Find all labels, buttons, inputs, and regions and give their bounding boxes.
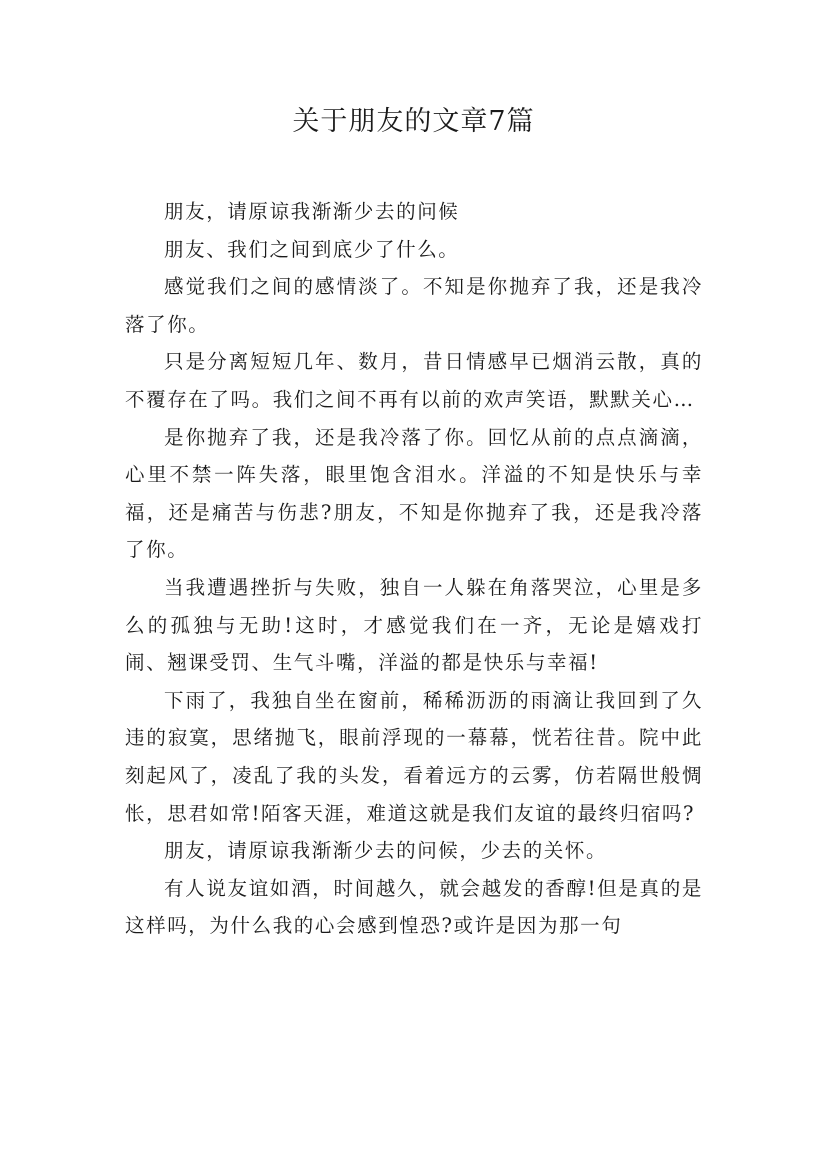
document-body <box>125 193 703 945</box>
paragraph: 下雨了，我独自坐在窗前，稀稀沥沥的雨滴让我回到了久违的寂寞，思绪抛飞，眼前浮现的一幕幕，恍若往昔。院中此刻起风了，凌乱了我的头发，看着远方的云雾，仿若隔世般惆怅，思君如常!陌客天涯，难道这就是我们友谊的最终归宿吗? <box>125 688 703 825</box>
paragraph: 当我遭遇挫折与失败，独自一人躲在角落哭泣，心里是多么的孤独与无助!这时，才感觉我们在一齐，无论是嬉戏打闹、翘课受罚、生气斗嘴，洋溢的都是快乐与幸福! <box>125 575 703 675</box>
document-title: 关于朋友的文章7篇 <box>292 106 535 137</box>
paragraph: 是你抛弃了我，还是我冷落了你。回忆从前的点点滴滴，心里不禁一阵失落，眼里饱含泪水。洋溢的不知是快乐与幸福，还是痛苦与伤悲?朋友，不知是你抛弃了我，还是我冷落了你。 <box>125 425 703 562</box>
paragraph: 朋友，请原谅我渐渐少去的问候 <box>164 200 460 223</box>
paragraph: 感觉我们之间的感情淡了。不知是你抛弃了我，还是我冷落了你。 <box>125 275 703 336</box>
paragraph: 只是分离短短几年、数月，昔日情感早已烟消云散，真的不覆存在了吗。我们之间不再有以前的欢声笑语，默默关心… <box>125 350 703 411</box>
paragraph: 朋友，请原谅我渐渐少去的问候，少去的关怀。 <box>164 839 608 863</box>
paragraph: 有人说友谊如酒，时间越久，就会越发的香醇!但是真的是这样吗，为什么我的心会感到惶恐?或许是因为那一句 <box>125 876 703 938</box>
paragraph: 朋友、我们之间到底少了什么。 <box>164 237 460 261</box>
